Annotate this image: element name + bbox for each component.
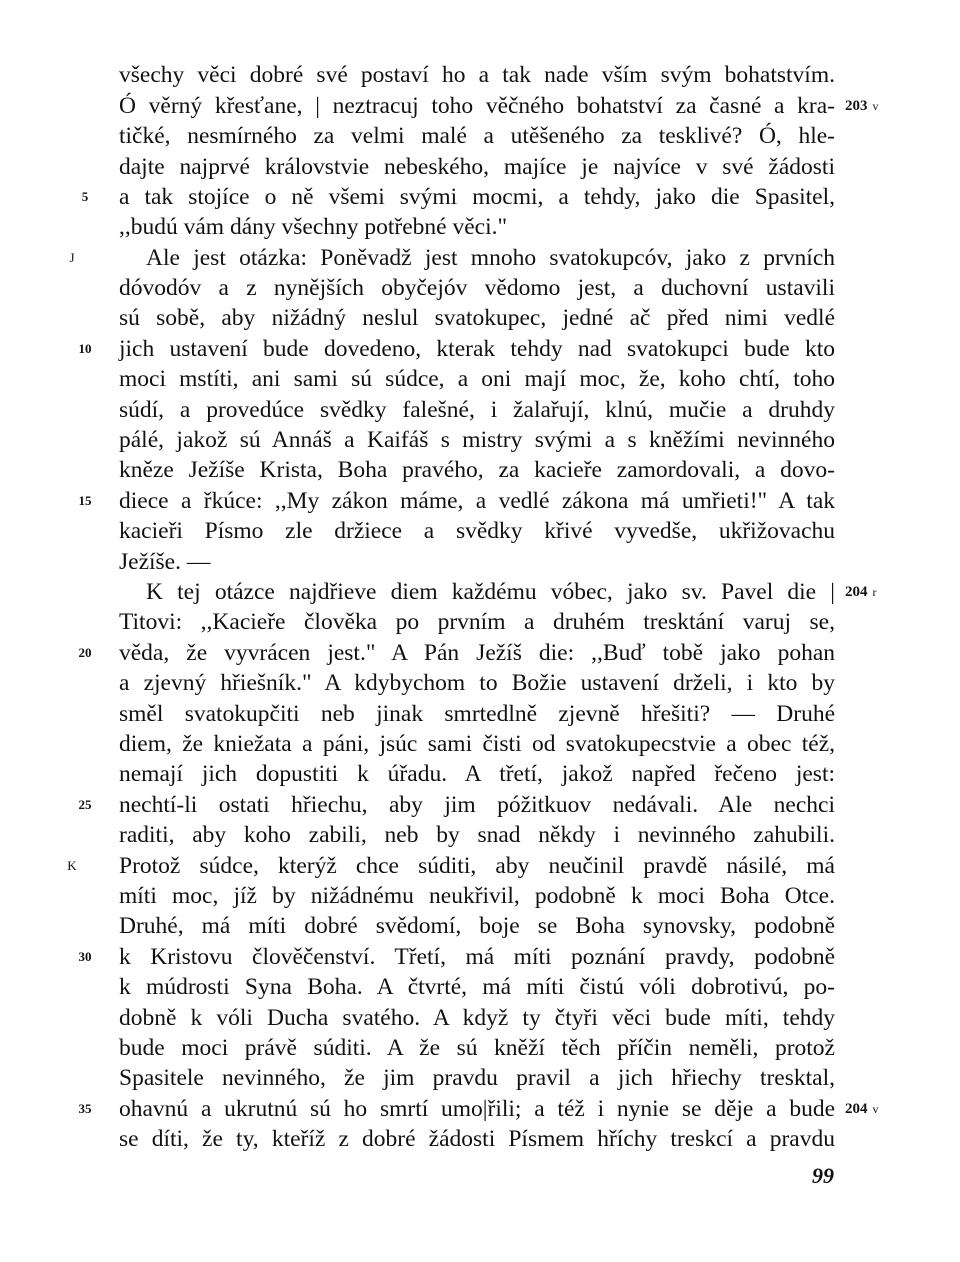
text-line: dobně k vóli Ducha svatého. A když ty čtyři věci bude míti, tehdy (119, 1005, 835, 1031)
text-line: věda, že vyvrácen jest." A Pán Ježíš die: ,,Buď tobě jako pohan (119, 640, 835, 666)
text-line: Titovi: ,,Kacieře člověka po prvním a druhém tresktání varuj se, (119, 609, 835, 635)
text-line: k múdrosti Syna Boha. A čtvrté, má míti čistú vóli dobrotivú, po- (119, 974, 835, 1000)
text-line: Ó věrný křesťane, | neztracuj toho věčného bohatství za časné a kra- (119, 93, 835, 119)
line-number: 35 (78, 1101, 92, 1116)
folio-number: 204 (845, 584, 868, 600)
folio-side: v (872, 99, 879, 113)
text-line: dajte najprvé královstvie nebeského, majíce je najvíce v své žádosti (119, 154, 835, 180)
line-number: 15 (78, 493, 92, 508)
text-line: tičké, nesmírného za velmi malé a utěšeného za tesklivé? Ó, hle- (119, 123, 835, 149)
text-line: ,,budú vám dány všechny potřebné věci." (119, 214, 508, 240)
line-number: 5 (81, 189, 89, 204)
text-line: k Kristovu člověčenství. Třetí, má míti poznání pravdy, podobně (119, 944, 835, 970)
text-line: Druhé, má míti dobré svědomí, boje se Boha synovsky, podobně (119, 913, 835, 939)
text-line: moci mstíti, ani sami sú súdce, a oni mají moc, že, koho chtí, toho (119, 366, 835, 392)
text-line: K tej otázce najdřieve diem každému vóbec, jako sv. Pavel die | (146, 579, 835, 605)
text-line: Ježíše. — (119, 549, 211, 575)
folio-number: 203 (845, 98, 868, 114)
text-line: nechtí-li ostati hřiechu, aby jim póžitkuov nedávali. Ale nechci (119, 792, 835, 818)
text-line: nemají jich dopustiti k úřadu. A třetí, jakož napřed řečeno jest: (119, 761, 835, 787)
section-letter: K (67, 858, 77, 873)
folio-side: r (872, 585, 877, 599)
text-line: sú sobě, aby nižádný neslul svatokupec, jedné ač před nimi vedlé (119, 305, 835, 331)
line-number: 25 (78, 797, 92, 812)
text-line: kacieři Písmo zle držiece a svědky křivé vyvedše, ukřižovachu (119, 518, 835, 544)
text-line: se díti, že ty, kteříž z dobré žádosti Písmem hříchy treskcí a pravdu (119, 1126, 835, 1152)
text-line: Protož súdce, kterýž chce súditi, aby neučinil pravdě násilé, má (119, 853, 835, 879)
text-line: diece a řkúce: ,,My zákon máme, a vedlé zákona má umřieti!" A tak (119, 488, 835, 514)
text-line: Ale jest otázka: Poněvadž jest mnoho svatokupcóv, jako z prvních (146, 245, 835, 271)
folio-number: 204 (845, 1101, 868, 1117)
folio-side: v (872, 1102, 879, 1116)
folio-reference (845, 91, 879, 121)
text-line: míti moc, jíž by nižádnému neukřivil, podobně k moci Boha Otce. (119, 883, 835, 909)
text-line: diem, že kniežata a páni, jsúc sami čisti od svatokupecstvie a obec též, (119, 731, 835, 757)
text-line: ohavnú a ukrutnú sú ho smrtí umo|řili; a též i nynie se děje a bude (119, 1096, 835, 1122)
line-number: 30 (78, 949, 92, 964)
folio-reference (845, 1094, 879, 1124)
text-line: a zjevný hřiešník." A kdybychom to Božie ustavení drželi, i kto by (119, 670, 835, 696)
line-number: 10 (78, 341, 92, 356)
text-line: kněze Ježíše Krista, Boha pravého, za kacieře zamordovali, a dovo- (119, 457, 835, 483)
section-letter: J (69, 250, 75, 265)
text-line: směl svatokupčiti neb jinak smrtedlně zjevně hřešiti? — Druhé (119, 701, 835, 727)
line-number: 20 (78, 645, 92, 660)
text-line: jich ustavení bude dovedeno, kterak tehdy nad svatokupci bude kto (119, 336, 835, 362)
text-line: všechy věci dobré své postaví ho a tak nade vším svým bohatstvím. (119, 62, 835, 88)
page-number: 99 (812, 1163, 834, 1188)
text-line: súdí, a provedúce svědky falešné, i žalařují, klnú, mučie a druhdy (119, 397, 835, 423)
text-line: a tak stojíce o ně všemi svými mocmi, a tehdy, jako die Spasitel, (119, 184, 835, 210)
folio-reference (845, 577, 877, 607)
text-line: bude moci právě súditi. A že sú kněží těch příčin neměli, protož (119, 1035, 835, 1061)
text-line: pálé, jakož sú Annáš a Kaifáš s mistry svými a s kněžími nevinného (119, 427, 835, 453)
text-line: Spasitele nevinného, že jim pravdu pravil a jich hřiechy tresktal, (119, 1065, 835, 1091)
text-line: dóvodóv a z nynějších obyčejóv vědomo jest, a duchovní ustavili (119, 275, 835, 301)
text-line: raditi, aby koho zabili, neb by snad někdy i nevinného zahubili. (119, 822, 835, 848)
